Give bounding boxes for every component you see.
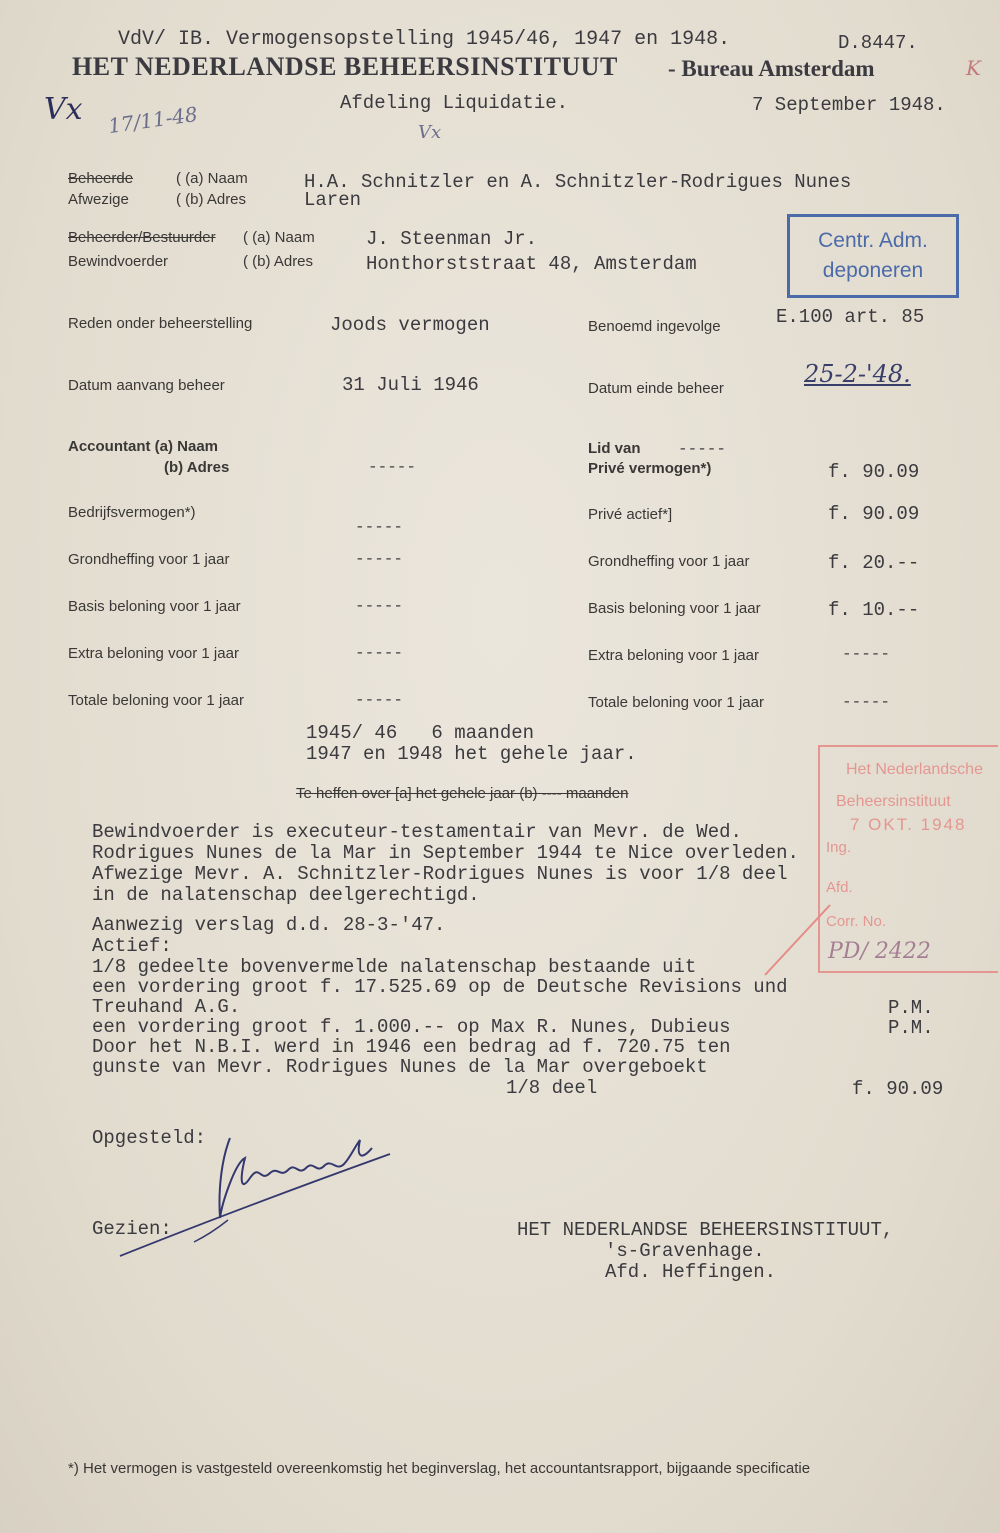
lid-van-label: Lid van <box>588 440 641 457</box>
absent-name: H.A. Schnitzler en A. Schnitzler-Rodrigues Nunes <box>304 171 852 193</box>
benoemd-label: Benoemd ingevolge <box>588 318 721 335</box>
prive-actief-label: Privé actief*] <box>588 506 673 523</box>
handwritten-date: 17/11-48 <box>106 101 200 139</box>
basis-value: f. 10.-- <box>828 599 920 621</box>
signature-image <box>110 1118 410 1268</box>
signatory-line1: HET NEDERLANDSE BEHEERSINSTITUUT, <box>517 1219 894 1241</box>
naam-label-a: ( (a) Naam <box>176 170 248 187</box>
document-number: D.8447. <box>838 32 918 54</box>
reden-label: Reden onder beheerstelling <box>68 315 253 332</box>
signatory-line3: Afd. Heffingen. <box>605 1261 777 1283</box>
body-total: f. 90.09 <box>852 1078 944 1100</box>
stamp-line2: deponeren <box>822 259 924 282</box>
aanvang-label: Datum aanvang beheer <box>68 377 225 394</box>
handwritten-mark: K <box>966 56 981 80</box>
totale-dash-left: ----- <box>355 691 404 709</box>
red-stamp-afd: Afd. <box>826 879 853 896</box>
bedrijfsvermogen-label: Bedrijfsvermogen*) <box>68 504 196 521</box>
footnote: *) Het vermogen is vastgesteld overeenkomstig het beginverslag, het accountantsrapport, bijgaande specificatie <box>68 1460 811 1477</box>
extra-label-left: Extra beloning voor 1 jaar <box>68 645 239 662</box>
extra-dash-right: ----- <box>842 645 891 663</box>
handwritten-check: Vx <box>418 122 442 143</box>
actief-deel: 1/8 deel <box>506 1077 598 1099</box>
aanvang-value: 31 Juli 1946 <box>342 374 479 396</box>
gezien-label: Gezien: <box>92 1218 172 1240</box>
handwritten-initials: Vx <box>44 92 83 127</box>
basis-label-left: Basis beloning voor 1 jaar <box>68 598 241 615</box>
signatory-line2: 's-Gravenhage. <box>605 1240 765 1262</box>
beheerde-label: Beheerde <box>68 170 134 187</box>
basis-label-right: Basis beloning voor 1 jaar <box>588 600 761 617</box>
prive-vermogen-label: Privé vermogen*) <box>588 460 712 477</box>
prive-actief-value: f. 90.09 <box>828 503 920 525</box>
grondheffing-value: f. 20.-- <box>828 552 920 574</box>
verslag-line: Aanwezig verslag d.d. 28-3-'47. <box>92 914 446 936</box>
adres-label-b: ( (b) Adres <box>176 191 247 208</box>
bureau-title: - Bureau Amsterdam <box>668 56 875 81</box>
document-date: 7 September 1948. <box>752 94 946 116</box>
red-stamp-corr-value: PD/ 2422 <box>828 939 931 964</box>
institute-title: HET NEDERLANDSE BEHEERSINSTITUUT <box>72 52 618 81</box>
period-line1: 1945/ 46 6 maanden <box>306 722 535 744</box>
received-stamp <box>818 745 998 973</box>
benoemd-value: E.100 art. 85 <box>776 306 925 328</box>
naam-label-admin: ( (a) Naam <box>243 229 315 246</box>
deponeren-stamp <box>787 214 959 298</box>
totale-label-right: Totale beloning voor 1 jaar <box>588 694 764 711</box>
opgesteld-label: Opgesteld: <box>92 1127 207 1149</box>
actief-lines: 1/8 gedeelte bovenvermelde nalatenschap bestaande uit een vordering groot f. 17.525.69 op de Deutsche Revisions und Treuhand A.G. een vordering groot f. 1.000.-- op Max R. Nunes, Dubieus Door het N.B.I. werd in 1946 een bedrag ad f. 720.75 ten gunste van Mevr. Rodrigues Nunes de la Mar overgeboekt <box>92 956 788 1078</box>
grondheffing-label-left: Grondheffing voor 1 jaar <box>68 551 230 568</box>
administrator-address: Honthorststraat 48, Amsterdam <box>366 253 697 275</box>
extra-dash-left: ----- <box>355 644 404 662</box>
afwezige-label: Afwezige <box>68 191 129 208</box>
red-stamp-corr: Corr. No. <box>826 913 887 930</box>
totale-dash-right: ----- <box>842 693 891 711</box>
basis-dash-left: ----- <box>355 597 404 615</box>
pm-1: P.M. <box>888 997 934 1019</box>
actief-heading: Actief: <box>92 935 172 957</box>
heffen-line: Te heffen over [a] het gehele jaar (b) ---- maanden <box>296 785 629 802</box>
administrator-name: J. Steenman Jr. <box>366 228 538 250</box>
red-stamp-line2: Beheersinstituut <box>836 793 951 810</box>
accountant-dash: ----- <box>368 458 417 476</box>
adres-label-admin: ( (b) Adres <box>243 253 314 270</box>
beheerder-label: Beheerder/Bestuurder <box>68 229 216 246</box>
reference-line: VdV/ IB. Vermogensopstelling 1945/46, 1947 en 1948. <box>118 28 731 51</box>
red-stamp-date: 7 OKT. 1948 <box>850 815 967 834</box>
grondheffing-dash-left: ----- <box>355 550 404 568</box>
grondheffing-label-right: Grondheffing voor 1 jaar <box>588 553 750 570</box>
einde-label: Datum einde beheer <box>588 380 724 397</box>
bewindvoerder-label: Bewindvoerder <box>68 253 169 270</box>
einde-value: 25-2-'48. <box>804 360 911 388</box>
reden-value: Joods vermogen <box>330 314 490 336</box>
pm-2: P.M. <box>888 1017 934 1039</box>
prive-vermogen-value: f. 90.09 <box>828 461 920 483</box>
stamp-line1: Centr. Adm. <box>818 229 928 252</box>
totale-label-left: Totale beloning voor 1 jaar <box>68 692 244 709</box>
accountant-adres-label: (b) Adres <box>164 459 230 476</box>
department: Afdeling Liquidatie. <box>340 92 569 114</box>
period-line2: 1947 en 1948 het gehele jaar. <box>306 743 637 765</box>
red-stamp-line1: Het Nederlandsche <box>846 761 983 778</box>
red-stamp-ing: Ing. <box>826 839 852 856</box>
lid-van-dash: ----- <box>678 440 727 458</box>
extra-label-right: Extra beloning voor 1 jaar <box>588 647 759 664</box>
body-paragraph: Bewindvoerder is executeur-testamentair van Mevr. de Wed. Rodrigues Nunes de la Mar in September 1944 te Nice overleden. Afwezige Mevr. A. Schnitzler-Rodrigues Nunes is voor 1/8 deel in de nalatenschap deelgerechtigd. <box>92 821 799 906</box>
bedrijfsvermogen-dash: ----- <box>355 518 404 536</box>
accountant-label: Accountant (a) Naam <box>68 438 219 455</box>
absent-address: Laren <box>304 189 362 211</box>
